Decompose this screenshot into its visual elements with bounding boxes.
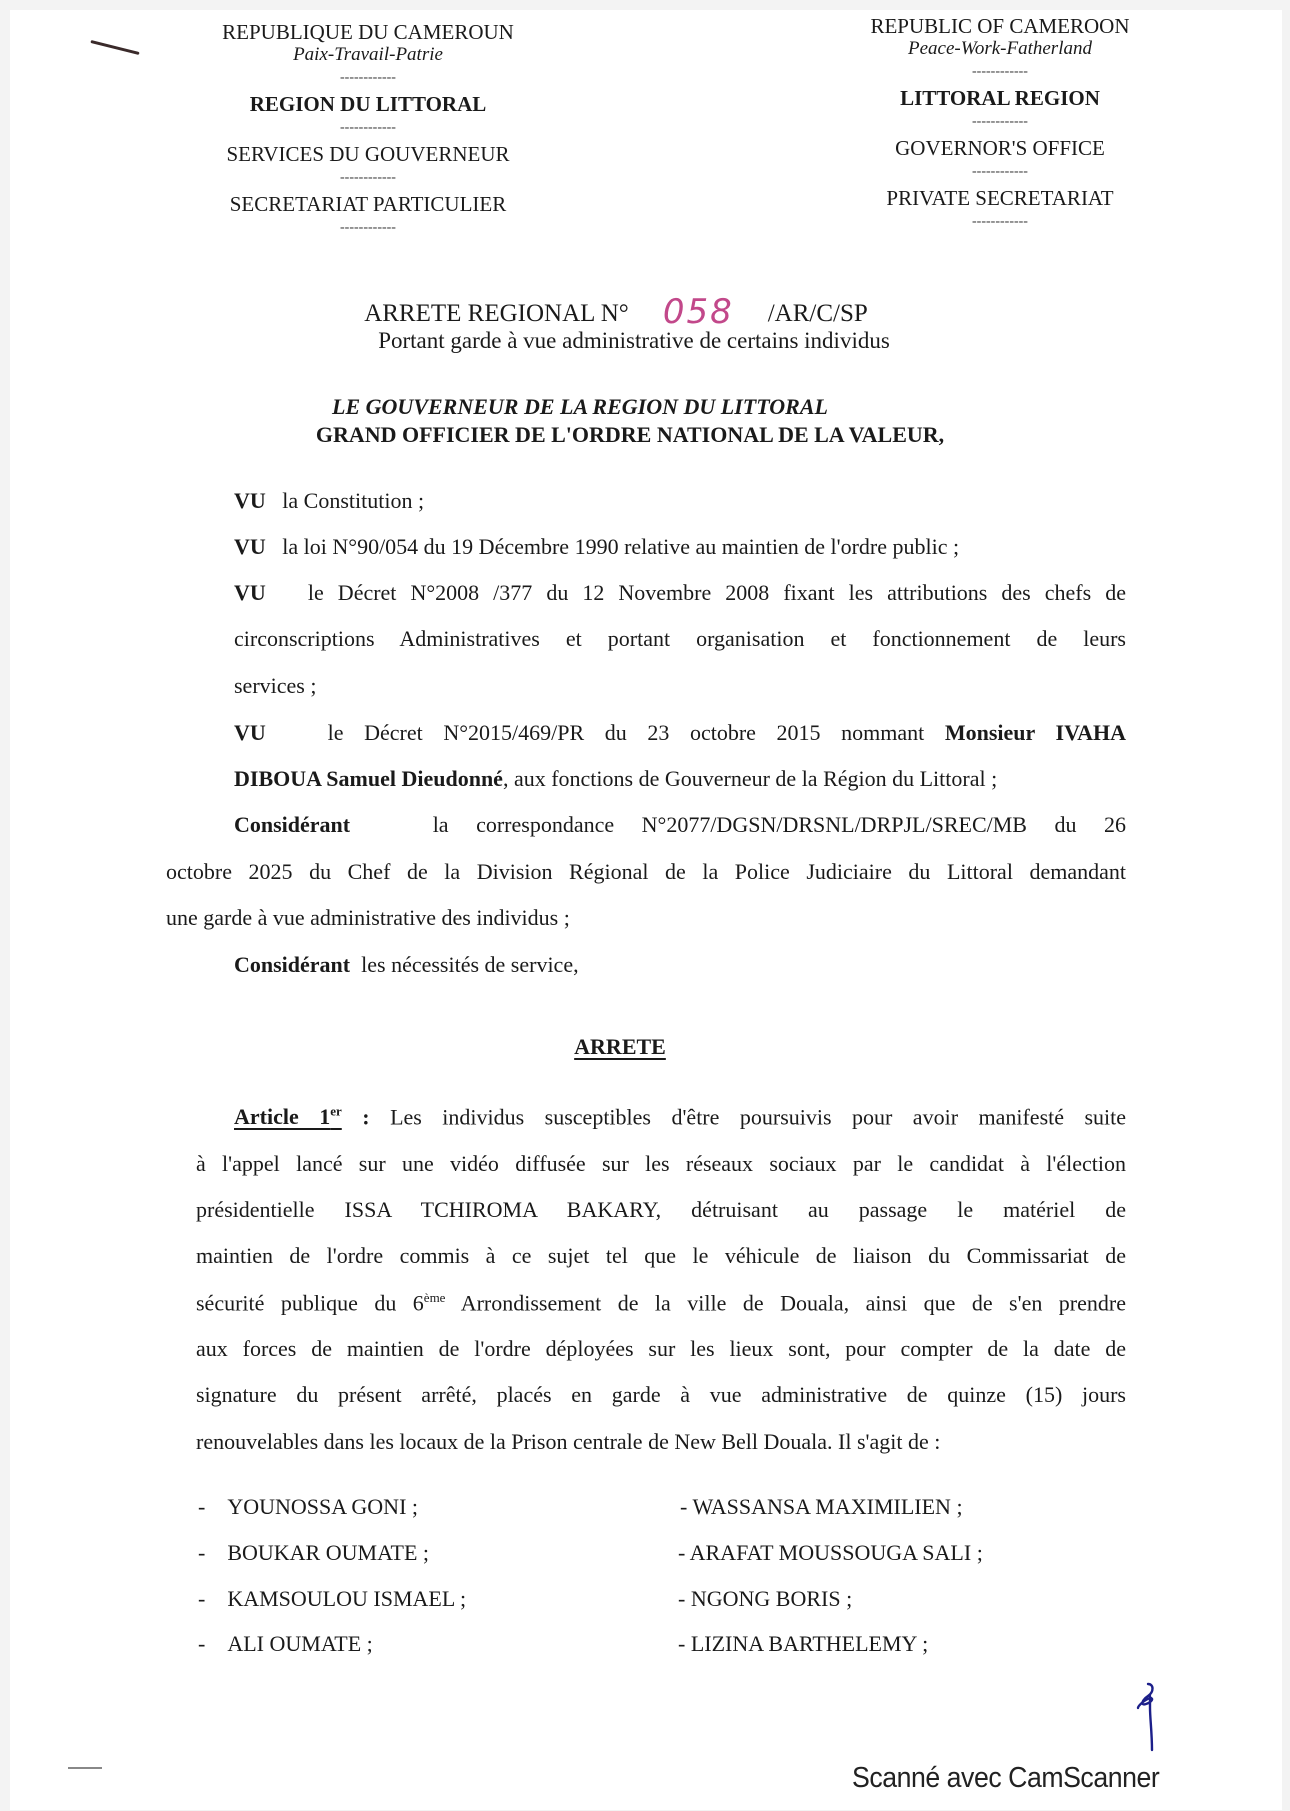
list-bullet: - (678, 1586, 686, 1611)
decree-number-handwritten: 058 (662, 292, 734, 332)
list-item (198, 1586, 466, 1612)
article1-colon: : (341, 1104, 370, 1130)
visa-text: , aux fonctions de Gouverneur de la Région du Littoral ; (502, 766, 998, 791)
detainee-name: NGONG BORIS ; (690, 1586, 853, 1611)
considerant-correspondence-line2: octobre 2025 du Chef de la Division Régional de la Police Judiciaire du Littoral demandant (166, 859, 1126, 884)
ordinal-sup: ème (423, 1290, 446, 1305)
considerant-label: Considérant (234, 952, 351, 977)
visa-law (234, 534, 959, 560)
scan-artifact-mark (68, 1767, 102, 1769)
header-right-secretariat: PRIVATE SECRETARIAT (886, 186, 1114, 210)
decision-heading (0, 1034, 1256, 1060)
list-bullet: - (678, 1631, 686, 1656)
list-item (678, 1540, 983, 1566)
list-item (678, 1586, 852, 1612)
visa-constitution (234, 488, 424, 514)
authority-distinction: GRAND OFFICIER DE L'ORDRE NATIONAL DE LA VALEUR, (315, 422, 945, 447)
visa-text: la Constitution ; (282, 488, 425, 513)
considerant-text: la correspondance N°2077/DGSN/DRSNL/DRPJL/SREC/MB du 26 (432, 812, 1126, 837)
considerant-text: les nécessités de service, (361, 952, 579, 977)
header-right-separator: ------------ (972, 114, 1028, 129)
header-left-separator: ------------ (340, 170, 396, 185)
visa-decree-2008-line3: services ; (234, 673, 317, 698)
governor-name-part1: Monsieur IVAHA (944, 720, 1127, 745)
article1-label-text: Article 1 (234, 1104, 331, 1130)
visa-text: la loi N°90/054 du 19 Décembre 1990 relative au maintien de l'ordre public ; (282, 534, 960, 559)
header-left (168, 20, 568, 236)
header-left-separator: ------------ (340, 220, 396, 235)
list-bullet: - (198, 1540, 206, 1565)
article1-line5 (196, 1290, 1126, 1316)
governor-name-part2: DIBOUA Samuel Dieudonné (234, 766, 503, 791)
list-bullet: - (198, 1494, 206, 1519)
article1-label (234, 1104, 342, 1129)
visa-text: le Décret N°2015/469/PR du 23 octobre 2015 nommant (327, 720, 925, 745)
visa-label: VU (234, 488, 266, 513)
authority-title: LE GOUVERNEUR DE LA REGION DU LITTORAL (332, 394, 828, 419)
detainee-name: LIZINA BARTHELEMY ; (690, 1631, 929, 1656)
list-bullet: - (678, 1540, 686, 1565)
list-item (678, 1631, 928, 1657)
header-left-office: SERVICES DU GOUVERNEUR (226, 142, 510, 166)
article1-label-sup: er (330, 1104, 342, 1119)
visa-label: VU (234, 580, 266, 605)
header-right-motto: Peace-Work-Fatherland (908, 38, 1092, 59)
list-item (198, 1540, 429, 1566)
visa-decree-2015-line1 (234, 720, 1126, 746)
visa-label: VU (234, 534, 266, 559)
header-left-separator: ------------ (340, 70, 396, 85)
article1-text: Les individus susceptibles d'être poursuivis pour avoir manifesté suite (390, 1104, 1127, 1130)
detainee-name: BOUKAR OUMATE ; (227, 1540, 430, 1565)
considerant-service (234, 952, 579, 978)
header-right (800, 14, 1200, 230)
decision-heading-text: ARRETE (574, 1034, 666, 1059)
article1-text: Arrondissement de la ville de Douala, ainsi que de s'en prendre (445, 1290, 1126, 1316)
detainee-name: ARAFAT MOUSSOUGA SALI ; (689, 1540, 983, 1565)
considerant-label: Considérant (234, 812, 351, 837)
header-right-country: REPUBLIC OF CAMEROON (870, 14, 1130, 38)
article1-line4: maintien de l'ordre commis à ce sujet tel que le véhicule de liaison du Commissariat de (196, 1243, 1126, 1268)
header-right-separator: ------------ (972, 64, 1028, 79)
detainee-name: ALI OUMATE ; (227, 1631, 373, 1656)
visa-label: VU (234, 720, 266, 745)
considerant-correspondence-line1 (234, 812, 1126, 838)
list-item (198, 1631, 373, 1657)
detainee-name: KAMSOULOU ISMAEL ; (227, 1586, 467, 1611)
pen-stroke-mark-icon (90, 40, 139, 55)
article1-line3: présidentielle ISSA TCHIROMA BAKARY, détruisant au passage le matériel de (196, 1197, 1126, 1222)
visa-text: le Décret N°2008 /377 du 12 Novembre 2008 fixant les attributions des chefs de (307, 580, 1126, 605)
article1-line1 (234, 1104, 1126, 1130)
visa-decree-2015-line2 (234, 766, 997, 792)
list-item (198, 1494, 418, 1520)
header-left-separator: ------------ (340, 120, 396, 135)
header-right-separator: ------------ (972, 164, 1028, 179)
header-left-motto: Paix-Travail-Patrie (293, 44, 443, 65)
list-bullet: - (198, 1586, 206, 1611)
detainee-name: WASSANSA MAXIMILIEN ; (692, 1494, 963, 1519)
decree-subject: Portant garde à vue administrative de certains individus (378, 328, 890, 353)
header-right-office: GOVERNOR'S OFFICE (895, 136, 1105, 160)
header-left-secretariat: SECRETARIAT PARTICULIER (229, 192, 507, 216)
article1-line7: signature du présent arrêté, placés en garde à vue administrative de quinze (15) jours (196, 1382, 1126, 1407)
list-bullet: - (198, 1631, 206, 1656)
visa-decree-2008-line1 (234, 580, 1126, 606)
article1-line8: renouvelables dans les locaux de la Prison centrale de New Bell Douala. Il s'agit de : (196, 1429, 941, 1454)
list-item (680, 1494, 963, 1520)
header-right-separator: ------------ (972, 214, 1028, 229)
detainee-name: YOUNOSSA GONI ; (227, 1494, 419, 1519)
considerant-correspondence-line3: une garde à vue administrative des individus ; (166, 905, 570, 930)
article1-text: sécurité publique du 6 (196, 1290, 424, 1316)
article1-line6: aux forces de maintien de l'ordre déployées sur les lieux sont, pour compter de la date de (196, 1336, 1126, 1361)
article1-line2: à l'appel lancé sur une vidéo diffusée sur les réseaux sociaux par le candidat à l'élection (196, 1151, 1126, 1176)
header-left-region: REGION DU LITTORAL (249, 92, 487, 116)
decree-title (0, 290, 1252, 330)
list-bullet: - (680, 1494, 688, 1519)
camscanner-watermark: Scanné avec CamScanner (852, 1762, 1160, 1794)
decree-title-suffix: /AR/C/SP (767, 300, 868, 327)
handwritten-signature-icon (1128, 1678, 1168, 1758)
header-left-country: REPUBLIQUE DU CAMEROUN (222, 20, 514, 44)
document-page (10, 10, 1282, 1810)
visa-decree-2008-line2: circonscriptions Administratives et portant organisation et fonctionnement de leurs (234, 626, 1126, 651)
header-right-region: LITTORAL REGION (900, 86, 1100, 110)
decree-title-prefix: ARRETE REGIONAL N° (364, 300, 629, 327)
